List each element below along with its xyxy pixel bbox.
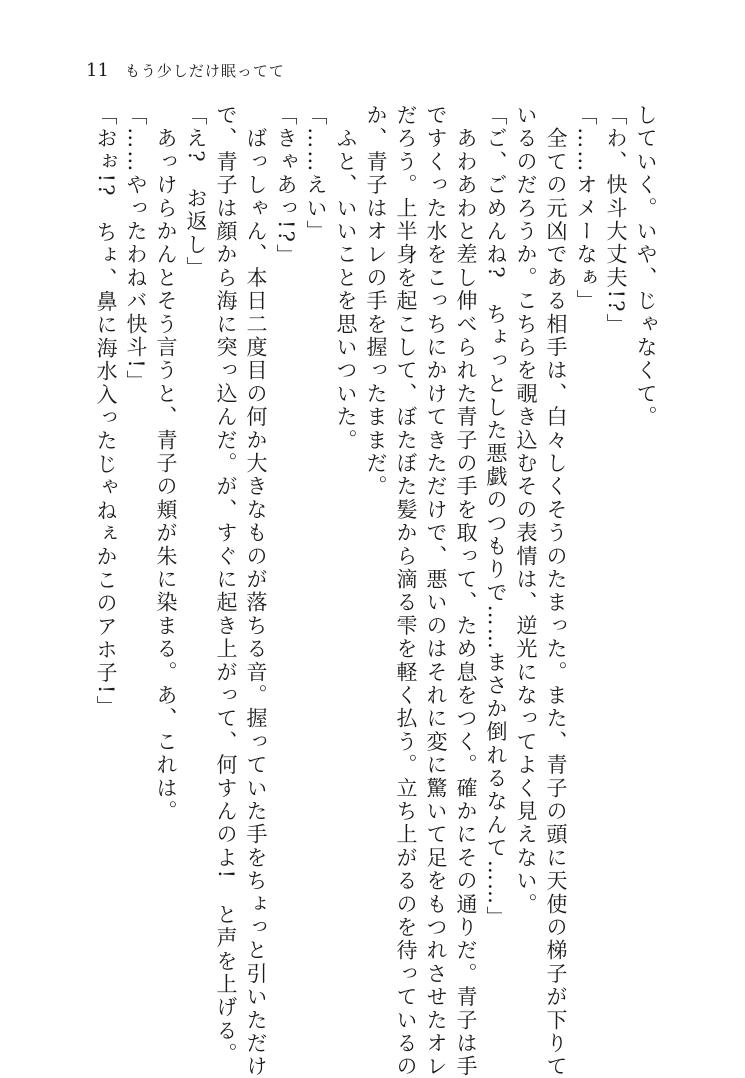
text-line: か、青子はオレの手を握ったままだ。 (364, 104, 388, 499)
text-line: 「ご、ごめんね? ちょっとした悪戯のつもりで……まさか倒れるなんて……」 (484, 104, 508, 930)
text-line: ばっしゃん、本日二度目の何か大きなものが落ちる音。握っていた手をちょっと引いただけ (244, 104, 268, 1078)
text-line: 「え? お返し」 (184, 104, 208, 280)
text-line: 全ての元凶である相手は、白々しくそうのたまった。また、青子の頭に天使の梯子が下りて (544, 104, 568, 1078)
text-line: 「おぉ!? ちょ、鼻に海水入ったじゃねぇかこのアホ子!」 (94, 104, 118, 719)
page-number: 11 (86, 60, 109, 81)
text-line: あっけらかんとそう言うと、青子の頬が朱に染まる。あ、これは。 (154, 104, 178, 824)
vertical-body-text (92, 104, 660, 1078)
text-line: していく。いや、じゃなくて。 (634, 104, 658, 429)
chapter-title: もう少しだけ眠ってて (124, 62, 285, 80)
text-line: 「……えい」 (304, 104, 328, 244)
text-line: 「……やったわねバ快斗!」 (124, 104, 148, 394)
text-line: あわあわと差し伸べられた青子の手を取って、ため息をつく。確かにその通りだ。青子は手 (454, 104, 478, 1078)
text-line: いるのだろうか。こちらを覗き込むその表情は、逆光になってよく見えない。 (514, 104, 538, 916)
text-line: ですくった水をこっちにかけてきただけで、悪いのはそれに変に驚いて足をもつれさせたオレ (424, 104, 448, 1078)
text-line: 「きゃあっ!?」 (274, 104, 298, 268)
text-line: で、青子は顔から海に突っ込んだ。が、すぐに起き上がって、何すんのよ! と声を上げる。 (214, 104, 238, 1066)
text-line: だろう。上半身を起こして、ぼたぼた髪から滴る雫を軽く払う。立ち上がるのを待っているの (394, 104, 418, 1078)
text-line: 「わ、快斗大丈夫!?」 (604, 104, 628, 337)
text-line: ふと、いいことを思いついた。 (334, 104, 358, 452)
text-line: 「……オメーなぁ」 (574, 104, 598, 313)
running-header (86, 60, 285, 86)
